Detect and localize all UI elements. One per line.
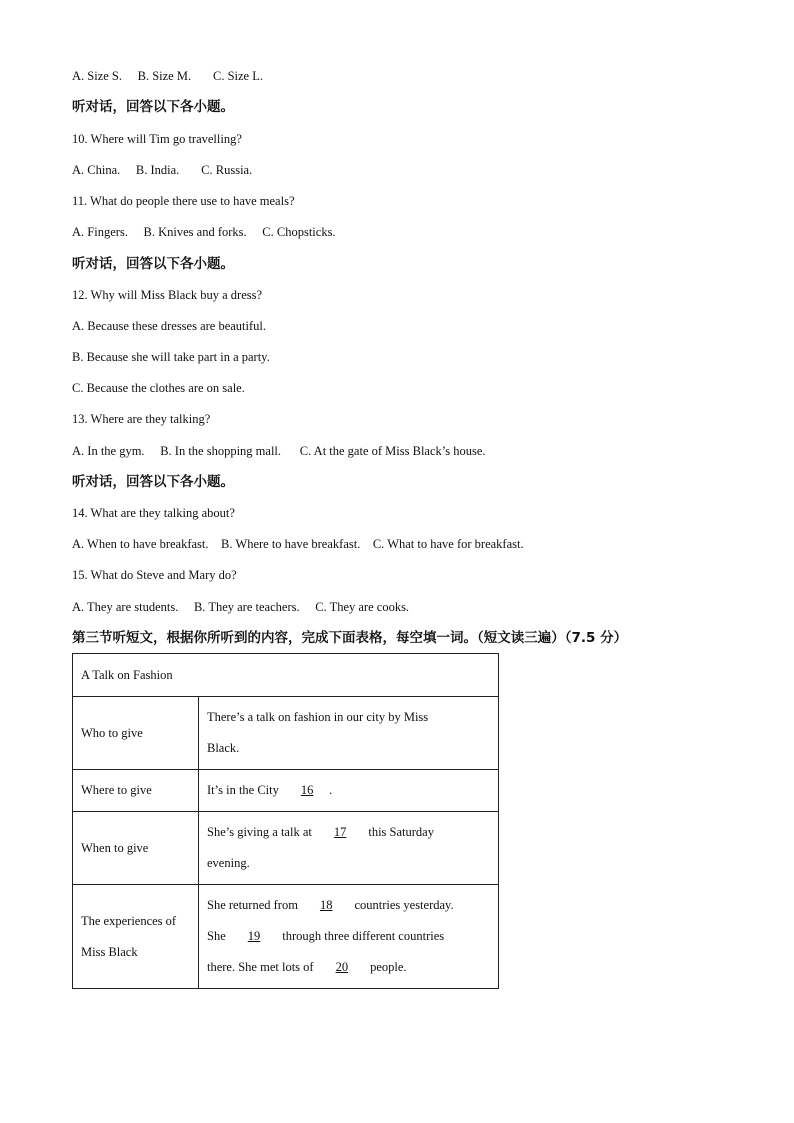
fashion-talk-table bbox=[72, 653, 499, 989]
row-content bbox=[199, 697, 499, 770]
row-line bbox=[207, 921, 490, 952]
question-14: 14. What are they talking about? bbox=[72, 506, 235, 520]
row-text: She returned from bbox=[207, 898, 298, 912]
q12-option-b: B. Because she will take part in a party. bbox=[72, 350, 270, 364]
option-c: C. They are cooks. bbox=[315, 600, 410, 614]
table-row bbox=[73, 885, 499, 989]
question-15: 15. What do Steve and Mary do? bbox=[72, 568, 237, 582]
table-title-row bbox=[73, 654, 499, 697]
row-text: people. bbox=[370, 960, 407, 974]
option-c: C. What to have for breakfast. bbox=[372, 537, 524, 551]
row-label-line: The experiences of bbox=[81, 913, 177, 928]
option-a: A. In the gym. bbox=[72, 444, 145, 458]
row-text: It’s in the City bbox=[207, 783, 279, 797]
row-text: . bbox=[329, 783, 333, 797]
part3-heading: 第三节听短文，根据你所听到的内容，完成下面表格，每空填一词。（短文读三遍）（7.5 分） bbox=[72, 630, 628, 646]
question-13: 13. Where are they talking? bbox=[72, 412, 211, 426]
table-row bbox=[73, 697, 499, 770]
blank-17[interactable]: 17 bbox=[333, 825, 347, 839]
option-a: A. They are students. bbox=[72, 600, 179, 614]
row-label-line: Miss Black bbox=[81, 944, 138, 959]
row-text: She bbox=[207, 929, 226, 943]
q11-options bbox=[72, 224, 336, 240]
q15-options bbox=[72, 599, 409, 615]
q12-option-c: C. Because the clothes are on sale. bbox=[72, 381, 245, 395]
row-text: She’s giving a talk at bbox=[207, 825, 312, 839]
row-text: there. She met lots of bbox=[207, 960, 314, 974]
row-content bbox=[199, 812, 499, 885]
option-b: B. They are teachers. bbox=[193, 600, 300, 614]
section-heading: 听对话，回答以下各小题。 bbox=[72, 99, 234, 115]
row-content bbox=[199, 885, 499, 989]
row-label bbox=[73, 885, 199, 989]
option-c: C. At the gate of Miss Black’s house. bbox=[299, 444, 486, 458]
option-a: A. When to have breakfast. bbox=[72, 537, 209, 551]
row-line bbox=[207, 952, 490, 983]
row-content bbox=[199, 770, 499, 812]
row-text: this Saturday bbox=[368, 825, 434, 839]
option-b: B. Knives and forks. bbox=[143, 225, 247, 239]
option-c: C. Russia. bbox=[201, 163, 253, 177]
row-text: There’s a talk on fashion in our city by Miss bbox=[207, 710, 429, 724]
option-b: B. In the shopping mall. bbox=[160, 444, 282, 458]
row-line bbox=[207, 817, 490, 848]
section-heading: 听对话，回答以下各小题。 bbox=[72, 474, 234, 490]
option-c: C. Chopsticks. bbox=[262, 225, 336, 239]
row-label: Where to give bbox=[73, 770, 199, 812]
blank-16[interactable]: 16 bbox=[300, 783, 314, 797]
question-11: 11. What do people there use to have meals? bbox=[72, 194, 295, 208]
option-a: A. China. bbox=[72, 163, 121, 177]
q13-options bbox=[72, 443, 486, 459]
table-title: A Talk on Fashion bbox=[73, 654, 499, 697]
row-text: evening. bbox=[207, 856, 250, 870]
row-line bbox=[207, 890, 490, 921]
option-c: C. Size L. bbox=[212, 69, 263, 83]
blank-18[interactable]: 18 bbox=[319, 898, 333, 912]
option-b: B. Size M. bbox=[137, 69, 192, 83]
table-row bbox=[73, 812, 499, 885]
row-label: When to give bbox=[73, 812, 199, 885]
table-row bbox=[73, 770, 499, 812]
q12-option-a: A. Because these dresses are beautiful. bbox=[72, 319, 267, 333]
option-b: B. Where to have breakfast. bbox=[221, 537, 361, 551]
option-b: B. India. bbox=[135, 163, 180, 177]
q9-options bbox=[72, 68, 263, 84]
section-heading: 听对话，回答以下各小题。 bbox=[72, 256, 234, 272]
blank-20[interactable]: 20 bbox=[335, 960, 349, 974]
q14-options bbox=[72, 536, 524, 552]
row-text: Black. bbox=[207, 741, 240, 755]
question-12: 12. Why will Miss Black buy a dress? bbox=[72, 288, 263, 302]
row-label: Who to give bbox=[73, 697, 199, 770]
question-10: 10. Where will Tim go travelling? bbox=[72, 132, 242, 146]
blank-19[interactable]: 19 bbox=[247, 929, 261, 943]
option-a: A. Size S. bbox=[72, 69, 122, 83]
row-text: countries yesterday. bbox=[354, 898, 454, 912]
row-text: through three different countries bbox=[282, 929, 445, 943]
q10-options bbox=[72, 162, 252, 178]
option-a: A. Fingers. bbox=[72, 225, 128, 239]
